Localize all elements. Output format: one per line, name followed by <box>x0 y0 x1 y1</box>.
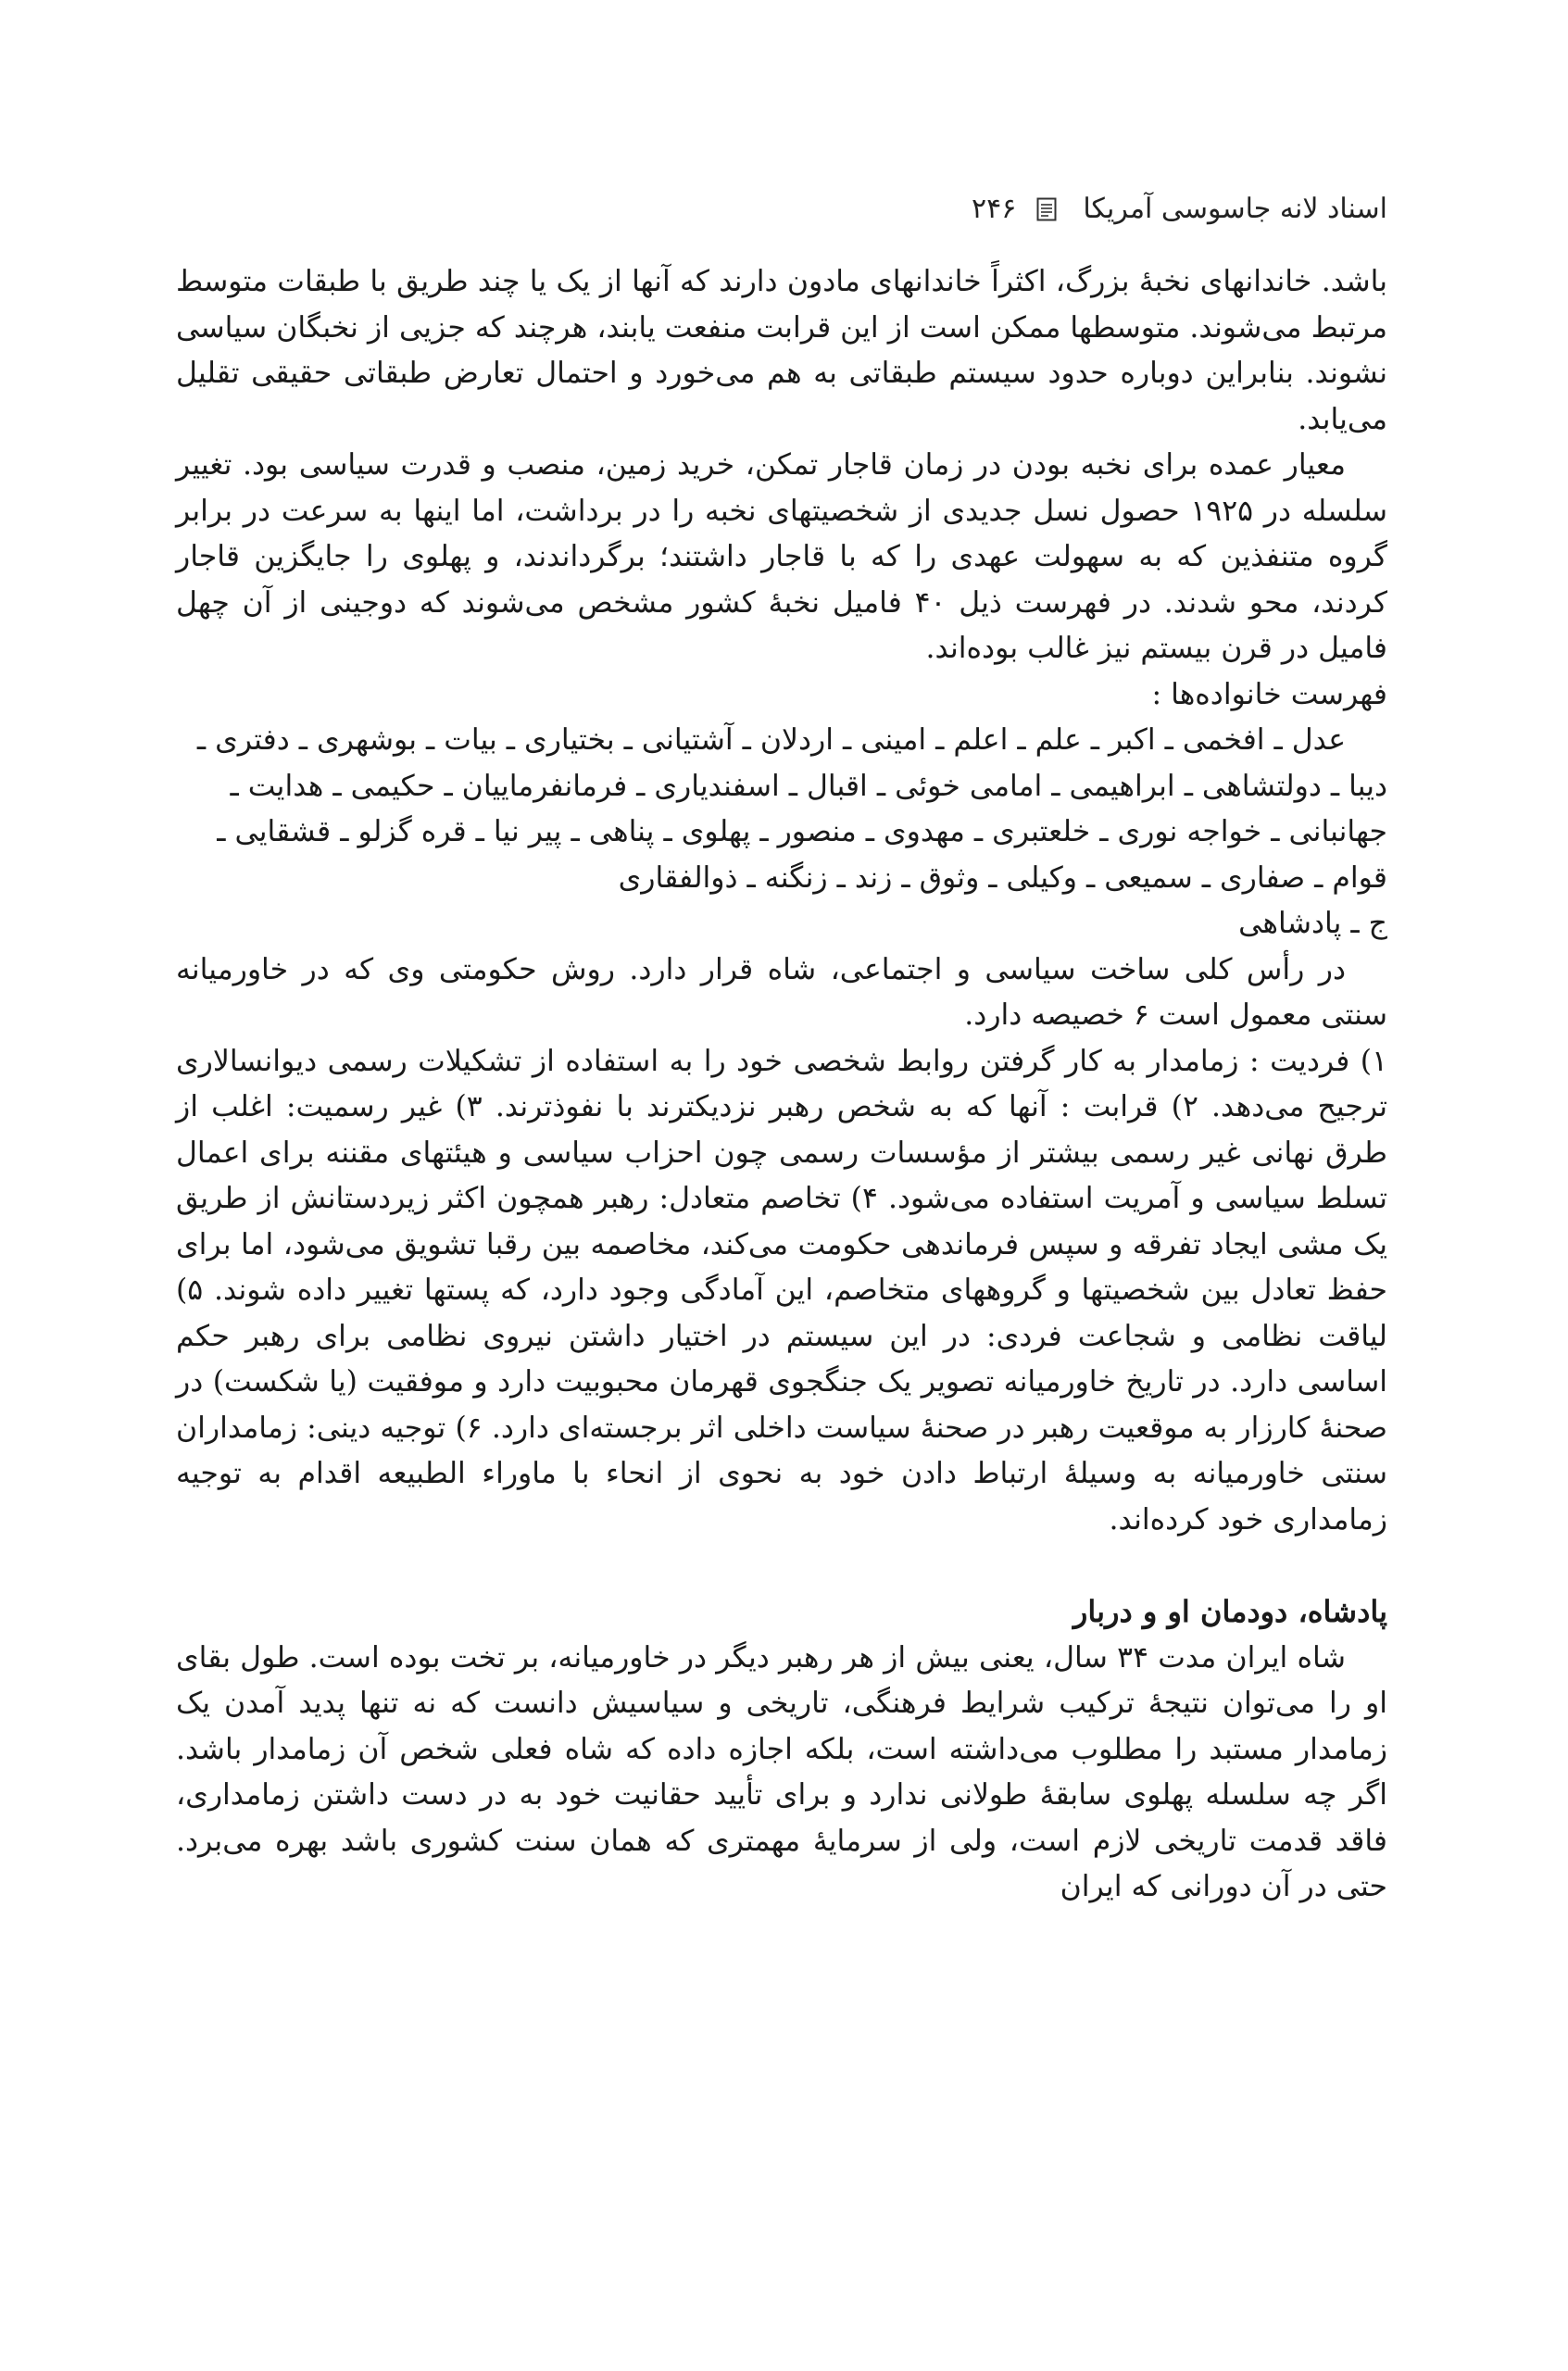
running-header <box>806 185 1387 232</box>
paragraph-shah-position: در رأس کلی ساخت سیاسی و اجتماعی، شاه قرار دارد. روش حکومتی وی که در خاورمیانه سنتی معمول است ۶ خصیصه دارد. <box>176 952 1387 1032</box>
page-body <box>176 259 1387 2186</box>
family-list-title: فهرست خانواده‌ها : <box>1151 677 1387 711</box>
document-icon <box>1036 196 1057 220</box>
section-heading-court: پادشاه، دودمان او و دربار <box>1073 1594 1387 1629</box>
paragraph-elite-families: باشد. خاندانهای نخبهٔ بزرگ، اکثراً خاندانهای مادون دارند که آنها از یک یا چند طریق با طبقات متوسط مرتبط می‌شوند. متوسطها ممکن است از این قرابت منفعت یابند، هرچند که جزیی از نخبگان سیاسی نشوند. بنابراین دوباره حدود سیستم طبقاتی به هم می‌خورد و احتمال تعارض طبقاتی حقیقی تقلیل می‌یابد. <box>176 265 1387 436</box>
paragraph-shah-reign: شاه ایران مدت ۳۴ سال، یعنی بیش از هر رهبر دیگر در خاورمیانه، بر تخت بوده است. طول بقای او را می‌توان نتیجهٔ ترکیب شرایط فرهنگی، تاریخی و سیاسیش دانست که نه تنها پدید آمدن یک زمامدار مستبد را مطلوب می‌داشته است، بلکه اجازه داده که شاه فعلی شخص آن زمامدار باشد. اگر چه سلسله پهلوی سابقهٔ طولانی ندارد و برای تأیید حقانیت خود به در دست داشتن زمامداری، فاقد قدمت تاریخی لازم است، ولی از سرمایهٔ مهمتری که همان سنت کشوری باشد بهره می‌برد. حتی در آن دورانی که ایران <box>176 1640 1387 1903</box>
paragraph-qajar-criteria: معیار عمده برای نخبه بودن در زمان قاجار تمکن، خرید زمین، منصب و قدرت سیاسی بود. تغییر سلسله در ۱۹۲۵ حصول نسل جدیدی از شخصیتهای نخبه را در برداشت، اما اینها به سرعت در برابر گروه متنفذین که به سهولت عهدی را که با قاجار داشتند؛ برگرداندند، و پهلوی را جایگزین قاجار کردند، محو شدند. در فهرست ذیل ۴۰ فامیل نخبهٔ کشور مشخص می‌شوند که دوجینی از آن چهل فامیل در قرن بیستم نیز غالب بوده‌اند. <box>176 448 1387 665</box>
section-spacer <box>176 1543 1387 1589</box>
paragraph-six-traits: ۱) فردیت : زمامدار به کار گرفتن روابط شخصی خود را به استفاده از تشکیلات رسمی دیوانسالاری ترجیح می‌دهد. ۲) قرابت : آنها که به شخص رهبر نزدیکترند با نفوذترند. ۳) غیر رسمیت: اغلب از طرق نهانی غیر رسمی بیشتر از مؤسسات رسمی چون احزاب سیاسی و هیئتهای مقننه برای اعمال تسلط سیاسی و آمریت استفاده می‌شود. ۴) تخاصم متعادل: رهبر همچون اکثر زیردستانش از طریق یک مشی ایجاد تفرقه و سپس فرماندهی حکومت می‌کند، مخاصمه بین رقبا تشویق می‌شود، اما برای حفظ تعادل بین شخصیتها و گروههای متخاصم، این آمادگی وجود دارد، که پستها تغییر داده شوند. ۵) لیاقت نظامی و شجاعت فردی: در این سیستم در اختیار داشتن نیروی نظامی برای رهبر حکم اساسی دارد. در تاریخ خاورمیانه تصویر یک جنگجوی قهرمان محبوبیت دارد و موفقیت (یا شکست) در صحنهٔ کارزار به موقعیت رهبر در صحنهٔ سیاست داخلی اثر برجسته‌ای دارد. ۶) توجیه دینی: زمامداران سنتی خاورمیانه به وسیلهٔ ارتباط دادن خود به نحوی از انحاء با ماوراء الطبیعه اقدام به توجیه زمامداری خود کرده‌اند. <box>176 1044 1388 1537</box>
page-number: ۲۴۶ <box>972 192 1017 225</box>
section-heading-monarchy: ج ـ پادشاهی <box>1238 907 1387 940</box>
book-title: اسناد لانه جاسوسی آمریکا <box>1083 192 1387 225</box>
family-list: عدل ـ افخمی ـ اکبر ـ علم ـ اعلم ـ امینی ـ اردلان ـ آشتیانی ـ بختیاری ـ بیات ـ بوشهری ـ دفتری ـ دیبا ـ دولتشاهی ـ ابراهیمی ـ امامی خوئی ـ اقبال ـ اسفندیاری ـ فرمانفرماییان ـ حکیمی ـ هدایت ـ جهانبانی ـ خواجه نوری ـ خلعتبری ـ مهدوی ـ منصور ـ پهلوی ـ پناهی ـ پیر نیا ـ قره گزلو ـ قشقایی ـ قوام ـ صفاری ـ سمیعی ـ وکیلی ـ وثوق ـ زند ـ زنگنه ـ ذوالفقاری <box>196 723 1387 895</box>
